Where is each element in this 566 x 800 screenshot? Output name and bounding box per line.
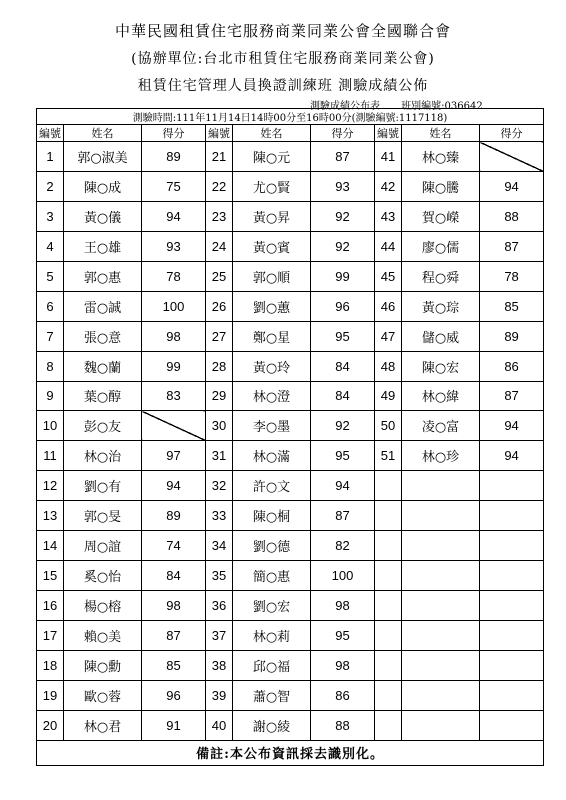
student-score: 84 (311, 381, 375, 411)
student-number: 48 (375, 351, 402, 381)
student-name: 楊○榕 (64, 591, 142, 621)
student-score: 88 (311, 710, 375, 740)
student-score (480, 142, 544, 172)
student-name: 劉○有 (64, 471, 142, 501)
student-number: 5 (37, 261, 64, 291)
table-row (37, 171, 544, 201)
student-name: 鄭○星 (233, 321, 311, 351)
column-header-no: 編號 (37, 125, 64, 142)
empty-cell (480, 471, 544, 501)
student-number: 27 (206, 321, 233, 351)
student-score: 92 (311, 201, 375, 231)
column-header-name: 姓名 (64, 125, 142, 142)
student-name: 尤○賢 (233, 171, 311, 201)
student-name: 邱○福 (233, 650, 311, 680)
empty-cell (402, 471, 480, 501)
student-name: 郭○惠 (64, 261, 142, 291)
table-row (37, 680, 544, 710)
student-name: 郭○順 (233, 261, 311, 291)
table-row (37, 381, 544, 411)
student-number: 42 (375, 171, 402, 201)
table-row (37, 501, 544, 531)
student-number: 40 (206, 710, 233, 740)
exam-time: 測驗時間:111年11月14日14時00分至16時00分(測驗編號:1117118) (37, 109, 544, 125)
student-score: 96 (311, 291, 375, 321)
student-name: 凌○富 (402, 411, 480, 441)
student-name: 黃○琮 (402, 291, 480, 321)
student-score: 78 (142, 261, 206, 291)
student-number: 8 (37, 351, 64, 381)
student-score: 88 (480, 201, 544, 231)
table-row (37, 531, 544, 561)
column-header-no: 編號 (375, 125, 402, 142)
student-score: 98 (311, 591, 375, 621)
student-number: 20 (37, 710, 64, 740)
student-score: 94 (480, 171, 544, 201)
student-score: 92 (311, 231, 375, 261)
student-name: 雷○誠 (64, 291, 142, 321)
student-score (142, 411, 206, 441)
student-score: 87 (480, 381, 544, 411)
student-name: 陳○騰 (402, 171, 480, 201)
empty-cell (375, 621, 402, 651)
score-table-wrapper (36, 108, 543, 766)
student-name: 魏○蘭 (64, 351, 142, 381)
student-score: 93 (142, 231, 206, 261)
student-score: 74 (142, 531, 206, 561)
student-score: 92 (311, 411, 375, 441)
student-number: 41 (375, 142, 402, 172)
organizer-line: (協辦單位:台北市租賃住宅服務商業同業公會) (131, 51, 435, 67)
empty-cell (402, 650, 480, 680)
student-score: 87 (480, 231, 544, 261)
student-number: 16 (37, 591, 64, 621)
empty-cell (402, 561, 480, 591)
student-name: 陳○勳 (64, 650, 142, 680)
student-score: 91 (142, 710, 206, 740)
student-score: 94 (142, 471, 206, 501)
student-score: 89 (142, 142, 206, 172)
student-name: 奚○怡 (64, 561, 142, 591)
student-name: 陳○成 (64, 171, 142, 201)
column-header-score: 得分 (311, 125, 375, 142)
student-number: 4 (37, 231, 64, 261)
student-number: 14 (37, 531, 64, 561)
student-score: 100 (311, 561, 375, 591)
document-subtitle: 租賃住宅管理人員換證訓練班 測驗成績公佈 (137, 78, 429, 94)
student-name: 蕭○智 (233, 680, 311, 710)
student-score: 94 (311, 471, 375, 501)
student-name: 陳○宏 (402, 351, 480, 381)
empty-cell (375, 680, 402, 710)
student-number: 38 (206, 650, 233, 680)
empty-cell (402, 680, 480, 710)
student-number: 25 (206, 261, 233, 291)
student-number: 44 (375, 231, 402, 261)
table-row (37, 591, 544, 621)
column-header-score: 得分 (480, 125, 544, 142)
student-score: 94 (142, 201, 206, 231)
student-name: 歐○蓉 (64, 680, 142, 710)
student-name: 黃○昇 (233, 201, 311, 231)
student-name: 周○誼 (64, 531, 142, 561)
student-score: 87 (311, 142, 375, 172)
empty-cell (402, 621, 480, 651)
empty-cell (480, 531, 544, 561)
student-number: 19 (37, 680, 64, 710)
student-name: 劉○宏 (233, 591, 311, 621)
student-number: 37 (206, 621, 233, 651)
table-row (37, 321, 544, 351)
table-row (37, 621, 544, 651)
student-number: 10 (37, 411, 64, 441)
header-row (37, 125, 544, 142)
table-row (37, 351, 544, 381)
student-name: 許○文 (233, 471, 311, 501)
student-number: 15 (37, 561, 64, 591)
column-header-no: 編號 (206, 125, 233, 142)
empty-cell (402, 501, 480, 531)
student-number: 43 (375, 201, 402, 231)
empty-cell (375, 471, 402, 501)
student-score: 87 (311, 501, 375, 531)
student-name: 黃○儀 (64, 201, 142, 231)
table-row (37, 471, 544, 501)
student-name: 廖○儒 (402, 231, 480, 261)
student-name: 謝○綾 (233, 710, 311, 740)
student-name: 林○緯 (402, 381, 480, 411)
student-name: 林○君 (64, 710, 142, 740)
student-score: 93 (311, 171, 375, 201)
student-name: 郭○淑美 (64, 142, 142, 172)
empty-cell (480, 591, 544, 621)
student-name: 林○珍 (402, 441, 480, 471)
empty-cell (402, 531, 480, 561)
student-number: 9 (37, 381, 64, 411)
student-number: 47 (375, 321, 402, 351)
table-row (37, 291, 544, 321)
column-header-score: 得分 (142, 125, 206, 142)
student-score: 97 (142, 441, 206, 471)
student-number: 29 (206, 381, 233, 411)
student-score: 99 (311, 261, 375, 291)
student-number: 36 (206, 591, 233, 621)
empty-cell (375, 650, 402, 680)
empty-cell (402, 710, 480, 740)
student-score: 94 (480, 411, 544, 441)
student-name: 彭○友 (64, 411, 142, 441)
empty-cell (480, 501, 544, 531)
student-score: 85 (142, 650, 206, 680)
student-number: 50 (375, 411, 402, 441)
student-number: 46 (375, 291, 402, 321)
empty-cell (375, 501, 402, 531)
empty-cell (375, 710, 402, 740)
student-score: 84 (311, 351, 375, 381)
student-name: 簡○惠 (233, 561, 311, 591)
student-number: 26 (206, 291, 233, 321)
student-score: 87 (142, 621, 206, 651)
empty-cell (480, 650, 544, 680)
student-score: 98 (142, 321, 206, 351)
student-number: 18 (37, 650, 64, 680)
table-row (37, 231, 544, 261)
student-name: 劉○德 (233, 531, 311, 561)
student-number: 45 (375, 261, 402, 291)
student-number: 23 (206, 201, 233, 231)
student-number: 32 (206, 471, 233, 501)
student-name: 林○澄 (233, 381, 311, 411)
empty-cell (480, 621, 544, 651)
student-name: 林○滿 (233, 441, 311, 471)
student-number: 2 (37, 171, 64, 201)
student-number: 21 (206, 142, 233, 172)
student-score: 85 (480, 291, 544, 321)
student-name: 黃○玲 (233, 351, 311, 381)
student-name: 郭○旻 (64, 501, 142, 531)
footer-row (37, 740, 544, 765)
empty-cell (480, 710, 544, 740)
document-title: 中華民國租賃住宅服務商業同業公會全國聯合會 (114, 22, 451, 40)
student-name: 林○治 (64, 441, 142, 471)
student-number: 6 (37, 291, 64, 321)
empty-cell (375, 591, 402, 621)
student-name: 劉○蕙 (233, 291, 311, 321)
table-row (37, 411, 544, 441)
student-name: 林○臻 (402, 142, 480, 172)
student-name: 王○雄 (64, 231, 142, 261)
student-score: 99 (142, 351, 206, 381)
student-name: 黃○賓 (233, 231, 311, 261)
student-score: 89 (142, 501, 206, 531)
student-score: 89 (480, 321, 544, 351)
doc-label: 測驗成績公布表 (310, 101, 380, 112)
student-number: 33 (206, 501, 233, 531)
student-number: 3 (37, 201, 64, 231)
student-name: 賀○嶸 (402, 201, 480, 231)
student-number: 28 (206, 351, 233, 381)
student-number: 51 (375, 441, 402, 471)
column-header-name: 姓名 (233, 125, 311, 142)
student-number: 12 (37, 471, 64, 501)
student-score: 96 (142, 680, 206, 710)
table-row (37, 261, 544, 291)
student-number: 35 (206, 561, 233, 591)
student-score: 83 (142, 381, 206, 411)
empty-cell (375, 561, 402, 591)
empty-cell (480, 680, 544, 710)
student-score: 86 (480, 351, 544, 381)
student-score: 100 (142, 291, 206, 321)
table-row (37, 710, 544, 740)
student-name: 程○舜 (402, 261, 480, 291)
student-number: 30 (206, 411, 233, 441)
student-number: 34 (206, 531, 233, 561)
table-row (37, 441, 544, 471)
student-score: 95 (311, 441, 375, 471)
student-number: 39 (206, 680, 233, 710)
student-name: 賴○美 (64, 621, 142, 651)
column-header-name: 姓名 (402, 125, 480, 142)
student-name: 林○莉 (233, 621, 311, 651)
student-name: 儲○威 (402, 321, 480, 351)
student-name: 陳○桐 (233, 501, 311, 531)
student-number: 17 (37, 621, 64, 651)
student-score: 95 (311, 321, 375, 351)
student-score: 78 (480, 261, 544, 291)
student-score: 94 (480, 441, 544, 471)
empty-cell (480, 561, 544, 591)
student-number: 7 (37, 321, 64, 351)
student-score: 86 (311, 680, 375, 710)
student-name: 陳○元 (233, 142, 311, 172)
student-number: 11 (37, 441, 64, 471)
exam-time-row (37, 109, 544, 125)
table-row (37, 142, 544, 172)
student-name: 葉○醇 (64, 381, 142, 411)
student-number: 24 (206, 231, 233, 261)
empty-cell (402, 591, 480, 621)
student-number: 22 (206, 171, 233, 201)
student-name: 張○意 (64, 321, 142, 351)
class-code: 班別編號:036642 (401, 101, 483, 112)
student-score: 82 (311, 531, 375, 561)
student-score: 95 (311, 621, 375, 651)
student-number: 31 (206, 441, 233, 471)
student-score: 84 (142, 561, 206, 591)
student-number: 49 (375, 381, 402, 411)
student-name: 李○墨 (233, 411, 311, 441)
student-score: 75 (142, 171, 206, 201)
table-row (37, 561, 544, 591)
table-row (37, 201, 544, 231)
student-number: 13 (37, 501, 64, 531)
footer-note: 備註:本公布資訊採去識別化。 (37, 740, 544, 765)
table-row (37, 650, 544, 680)
score-table (36, 108, 544, 766)
student-score: 98 (142, 591, 206, 621)
empty-cell (375, 531, 402, 561)
student-score: 98 (311, 650, 375, 680)
student-number: 1 (37, 142, 64, 172)
